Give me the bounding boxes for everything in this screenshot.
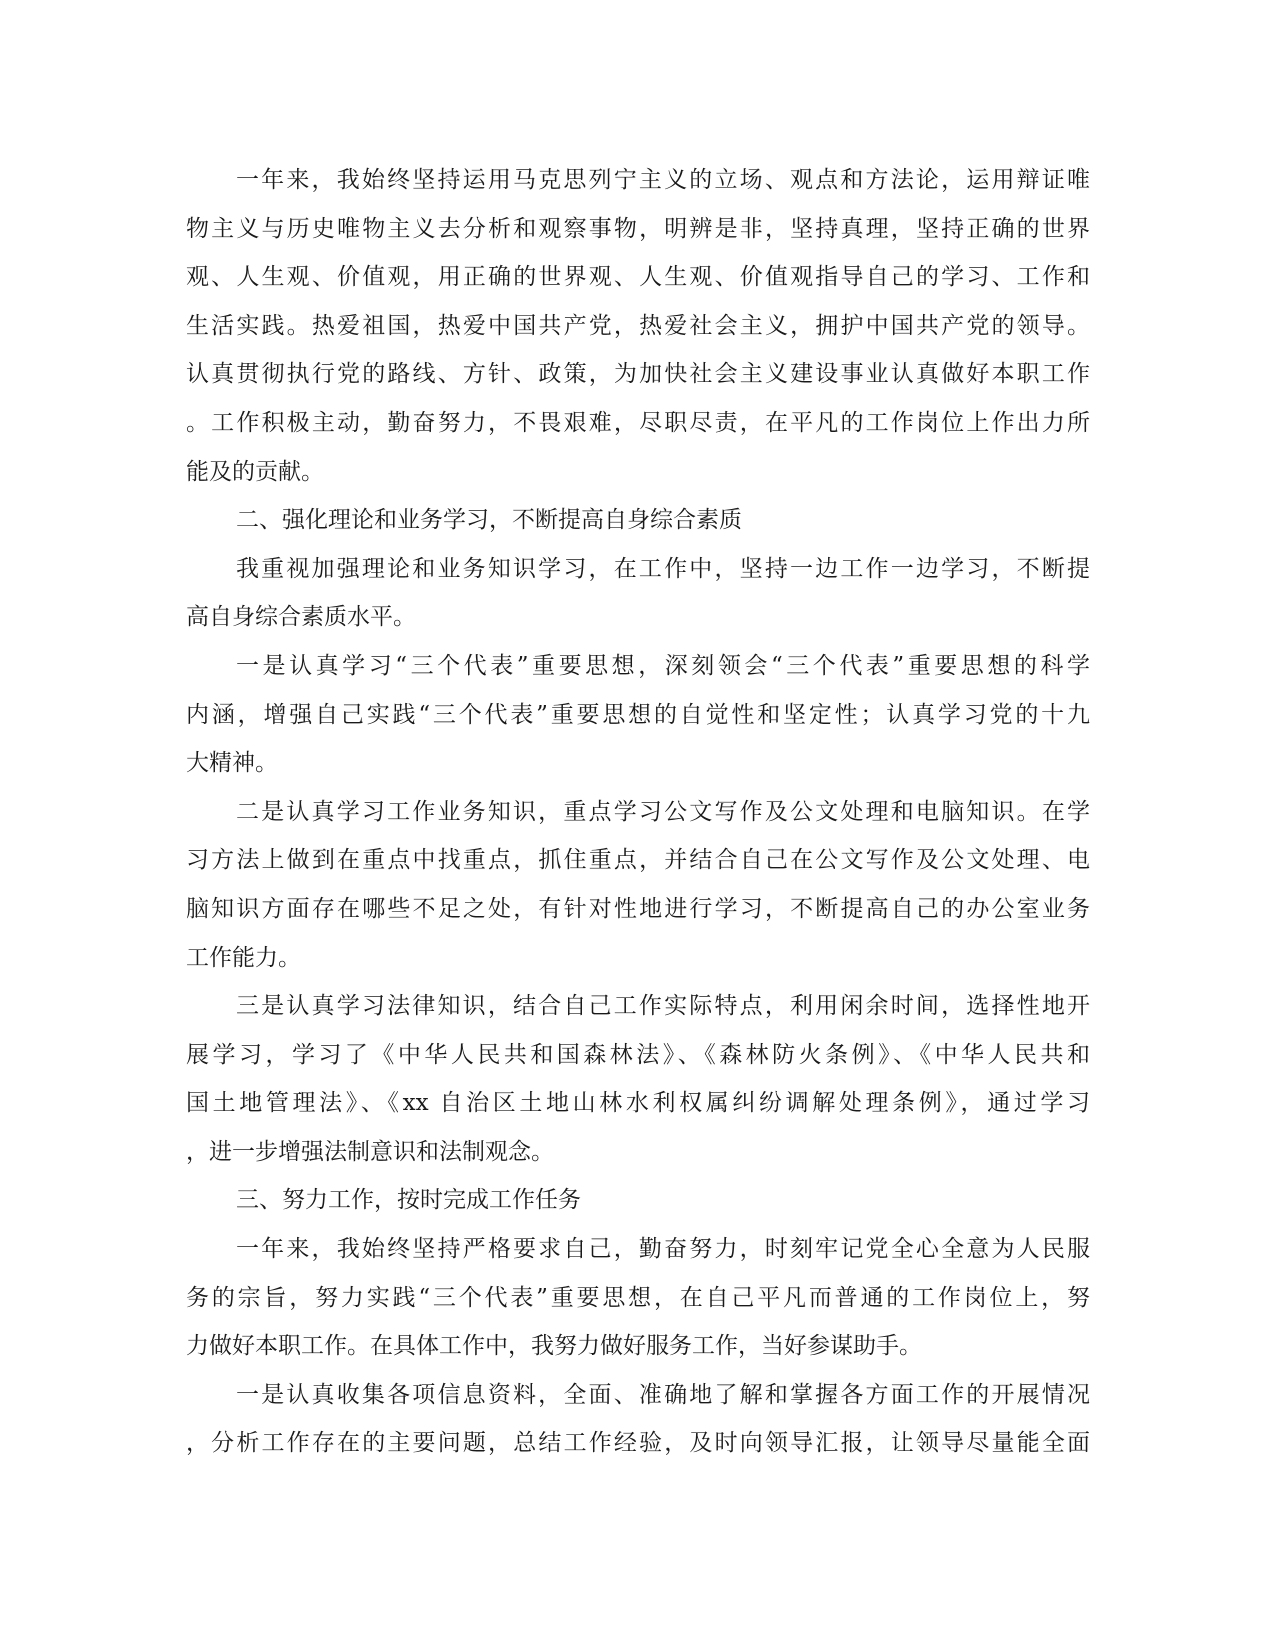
paragraph-line: 务的宗旨，努力实践“三个代表”重要思想，在自己平凡而普通的工作岗位上，努 xyxy=(186,1284,1090,1311)
paragraph-line: 内涵，增强自己实践“三个代表”重要思想的自觉性和坚定性；认真学习党的十九 xyxy=(186,701,1090,728)
paragraph-line: 。工作积极主动，勤奋努力，不畏艰难，尽职尽责，在平凡的工作岗位上作出力所 xyxy=(186,409,1090,436)
paragraph-line: ，分析工作存在的主要问题，总结工作经验，及时向领导汇报，让领导尽量能全面 xyxy=(186,1430,1090,1457)
paragraph-line: 我重视加强理论和业务知识学习，在工作中，坚持一边工作一边学习，不断提 xyxy=(236,555,1090,582)
paragraph-line: 二是认真学习工作业务知识，重点学习公文写作及公文处理和电脑知识。在学 xyxy=(236,798,1090,825)
paragraph-line: 三是认真学习法律知识，结合自己工作实际特点，利用闲余时间，选择性地开 xyxy=(236,993,1090,1020)
paragraph-line: 习方法上做到在重点中找重点，抓住重点，并结合自己在公文写作及公文处理、电 xyxy=(186,847,1090,874)
paragraph-line: ，进一步增强法制意识和法制观念。 xyxy=(186,1138,554,1165)
paragraph-line: 生活实践。热爱祖国，热爱中国共产党，热爱社会主义，拥护中国共产党的领导。 xyxy=(186,312,1090,339)
paragraph-line: 一年来，我始终坚持严格要求自己，勤奋努力，时刻牢记党全心全意为人民服 xyxy=(236,1236,1090,1263)
paragraph-line: 脑知识方面存在哪些不足之处，有针对性地进行学习，不断提高自己的办公室业务 xyxy=(186,895,1090,922)
paragraph-line: 工作能力。 xyxy=(186,944,301,971)
paragraph-line: 展学习，学习了《中华人民共和国森林法》、《森林防火条例》、《中华人民共和 xyxy=(186,1041,1090,1068)
paragraph-line: 高自身综合素质水平。 xyxy=(186,604,416,631)
paragraph-line: 大精神。 xyxy=(186,750,278,777)
paragraph-line: 一年来，我始终坚持运用马克思列宁主义的立场、观点和方法论，运用辩证唯 xyxy=(236,167,1090,193)
paragraph-line: 认真贯彻执行党的路线、方针、政策，为加快社会主义建设事业认真做好本职工作 xyxy=(186,361,1090,388)
paragraph-line: 观、人生观、价值观，用正确的世界观、人生观、价值观指导自己的学习、工作和 xyxy=(186,264,1090,291)
paragraph-line: 一是认真学习“三个代表”重要思想，深刻领会“三个代表”重要思想的科学 xyxy=(236,652,1090,679)
paragraph-line: 能及的贡献。 xyxy=(186,458,324,485)
section-heading: 三、努力工作，按时完成工作任务 xyxy=(236,1187,581,1214)
paragraph-line: 国土地管理法》、《xx 自治区土地山林水利权属纠纷调解处理条例》，通过学习 xyxy=(186,1090,1090,1117)
paragraph-line: 力做好本职工作。在具体工作中，我努力做好服务工作，当好参谋助手。 xyxy=(186,1333,922,1360)
paragraph-line: 一是认真收集各项信息资料，全面、准确地了解和掌握各方面工作的开展情况 xyxy=(236,1381,1090,1408)
section-heading: 二、强化理论和业务学习，不断提高自身综合素质 xyxy=(236,507,742,534)
paragraph-line: 物主义与历史唯物主义去分析和观察事物，明辨是非，坚持真理，坚持正确的世界 xyxy=(186,215,1090,242)
document-body xyxy=(186,156,1090,1468)
